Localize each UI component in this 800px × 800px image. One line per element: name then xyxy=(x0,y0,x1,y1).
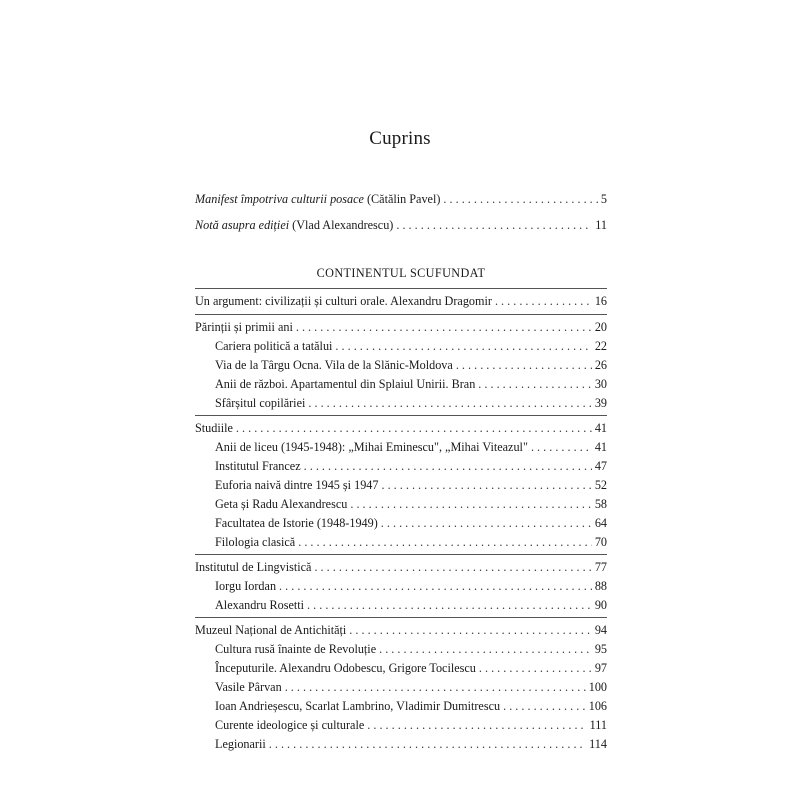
toc-entry-page: 88 xyxy=(594,579,607,593)
dot-leader xyxy=(456,356,592,375)
toc-entry-page: 111 xyxy=(589,718,607,732)
toc-entry-title-author: (Vlad Alexandrescu) xyxy=(289,218,394,232)
toc-entry-page: 5 xyxy=(600,192,607,206)
toc-entry-title: Euforia naivă dintre 1945 și 1947 xyxy=(215,478,379,492)
dot-leader xyxy=(304,457,592,476)
toc-entry-subchapter[interactable] xyxy=(215,394,607,413)
toc-entry-title: Facultatea de Istorie (1948-1949) xyxy=(215,516,378,530)
toc-entry-subchapter[interactable] xyxy=(215,356,607,375)
toc-entry-title: Cultura rusă înainte de Revoluție xyxy=(215,642,377,656)
toc-entry-subchapter[interactable] xyxy=(215,697,607,716)
toc-entry-subchapter[interactable] xyxy=(215,533,607,552)
toc-entry-subchapter[interactable] xyxy=(215,337,607,356)
toc-entry-title: Muzeul Național de Antichități xyxy=(195,623,347,637)
toc-entry-page: 58 xyxy=(594,497,607,511)
toc-entry-chapter[interactable] xyxy=(195,292,607,311)
dot-leader xyxy=(314,558,591,577)
toc-entry-title: Ioan Andrieșescu, Scarlat Lambrino, Vladimir Dumitrescu xyxy=(215,699,501,713)
toc-entry-chapter[interactable] xyxy=(195,621,607,640)
toc-entry-subchapter[interactable] xyxy=(215,659,607,678)
toc-entry-subchapter[interactable] xyxy=(215,457,607,476)
toc-entry-title: Via de la Târgu Ocna. Vila de la Slănic-Moldova xyxy=(215,358,453,372)
toc-entry-subchapter[interactable] xyxy=(215,495,607,514)
toc-entry-subchapter[interactable] xyxy=(215,716,607,735)
toc-entry-page: 20 xyxy=(594,320,607,334)
toc-entry-subchapter[interactable] xyxy=(215,476,607,495)
toc-entry-title: Iorgu Iordan xyxy=(215,579,277,593)
toc-entry-page: 11 xyxy=(595,218,607,232)
toc-entry-title: Institutul de Lingvistică xyxy=(195,560,312,574)
toc-entry-subchapter[interactable] xyxy=(215,678,607,697)
toc-entry-title: Legionarii xyxy=(215,737,266,751)
toc-entry-page: 70 xyxy=(594,535,607,549)
toc-entry-subchapter[interactable] xyxy=(215,375,607,394)
dot-leader xyxy=(503,697,586,716)
toc-entry-page: 22 xyxy=(594,339,607,353)
divider xyxy=(195,415,607,416)
toc-entry-subchapter[interactable] xyxy=(215,577,607,596)
toc-entry-title: Studiile xyxy=(195,421,233,435)
toc-entry-title: Alexandru Rosetti xyxy=(215,598,305,612)
toc-entry-title-italic: Notă asupra ediției xyxy=(195,218,290,232)
toc-entry-subchapter[interactable] xyxy=(215,735,607,754)
toc-entry-title: Institutul Francez xyxy=(215,459,301,473)
toc-entry-title-author: (Cătălin Pavel) xyxy=(363,192,441,206)
toc-entry-title: Vasile Pârvan xyxy=(215,680,282,694)
dot-leader xyxy=(350,495,591,514)
toc-entry-title: Filologia clasică xyxy=(215,535,296,549)
toc-entry-title: Geta și Radu Alexandrescu xyxy=(215,497,348,511)
dot-leader xyxy=(495,292,592,311)
divider xyxy=(195,554,607,555)
toc-entry-page: 97 xyxy=(594,661,607,675)
divider xyxy=(195,617,607,618)
toc-entry-title: Sfârșitul copilăriei xyxy=(215,396,306,410)
toc-entry-page: 94 xyxy=(594,623,607,637)
dot-leader xyxy=(367,716,586,735)
toc-entry-page: 47 xyxy=(594,459,607,473)
toc-entry-chapter[interactable] xyxy=(195,318,607,337)
dot-leader xyxy=(296,318,592,337)
dot-leader xyxy=(443,190,597,209)
dot-leader xyxy=(298,533,592,552)
dot-leader xyxy=(279,577,592,596)
toc-entry-title: Curente ideologice și culturale xyxy=(215,718,365,732)
toc-entry-page: 100 xyxy=(588,680,607,694)
dot-leader xyxy=(381,514,592,533)
toc-entry-page: 41 xyxy=(594,421,607,435)
toc-entry-front-2[interactable] xyxy=(195,216,607,235)
dot-leader xyxy=(381,476,591,495)
toc-entry-page: 52 xyxy=(594,478,607,492)
dot-leader xyxy=(269,735,586,754)
dot-leader xyxy=(379,640,592,659)
toc-entry-chapter[interactable] xyxy=(195,419,607,438)
toc-entry-page: 39 xyxy=(594,396,607,410)
toc-entry-page: 114 xyxy=(589,737,607,751)
toc-entry-subchapter[interactable] xyxy=(215,438,607,457)
toc-entry-page: 106 xyxy=(588,699,607,713)
toc-entry-page: 16 xyxy=(594,294,607,308)
dot-leader xyxy=(396,216,592,235)
page-title: Cuprins xyxy=(369,128,431,149)
dot-leader xyxy=(479,659,592,678)
toc-entry-page: 41 xyxy=(594,440,607,454)
toc-entry-title: Părinții și primii ani xyxy=(195,320,293,334)
toc-entry-title: Cariera politică a tatălui xyxy=(215,339,333,353)
toc-entry-chapter[interactable] xyxy=(195,558,607,577)
dot-leader xyxy=(349,621,592,640)
toc-entry-page: 26 xyxy=(594,358,607,372)
toc-entry-page: 95 xyxy=(594,642,607,656)
toc-entry-title: Un argument: civilizații și culturi orale. Alexandru Dragomir xyxy=(195,294,492,308)
toc-entry-front-1[interactable] xyxy=(195,190,607,209)
toc-entry-page: 30 xyxy=(594,377,607,391)
toc-entry-page: 64 xyxy=(594,516,607,530)
toc-entry-page: 90 xyxy=(594,598,607,612)
toc-entry-subchapter[interactable] xyxy=(215,514,607,533)
dot-leader xyxy=(236,419,592,438)
dot-leader xyxy=(478,375,592,394)
toc-entry-title: Anii de liceu (1945-1948): „Mihai Eminescu", „Mihai Viteazul" xyxy=(215,440,528,454)
divider xyxy=(195,288,607,289)
dot-leader xyxy=(531,438,592,457)
section-heading: CONTINENTUL SCUFUNDAT xyxy=(316,266,486,280)
toc-entry-subchapter[interactable] xyxy=(215,596,607,615)
toc-entry-title: Anii de război. Apartamentul din Splaiul Unirii. Bran xyxy=(215,377,476,391)
dot-leader xyxy=(285,678,586,697)
dot-leader xyxy=(307,596,592,615)
dot-leader xyxy=(335,337,591,356)
divider xyxy=(195,314,607,315)
toc-entry-title-italic: Manifest împotriva culturii posace xyxy=(195,192,364,206)
toc-entry-subchapter[interactable] xyxy=(215,640,607,659)
dot-leader xyxy=(308,394,591,413)
toc-entry-page: 77 xyxy=(594,560,607,574)
toc-entry-title: Începuturile. Alexandru Odobescu, Grigore Tocilescu xyxy=(215,661,476,675)
